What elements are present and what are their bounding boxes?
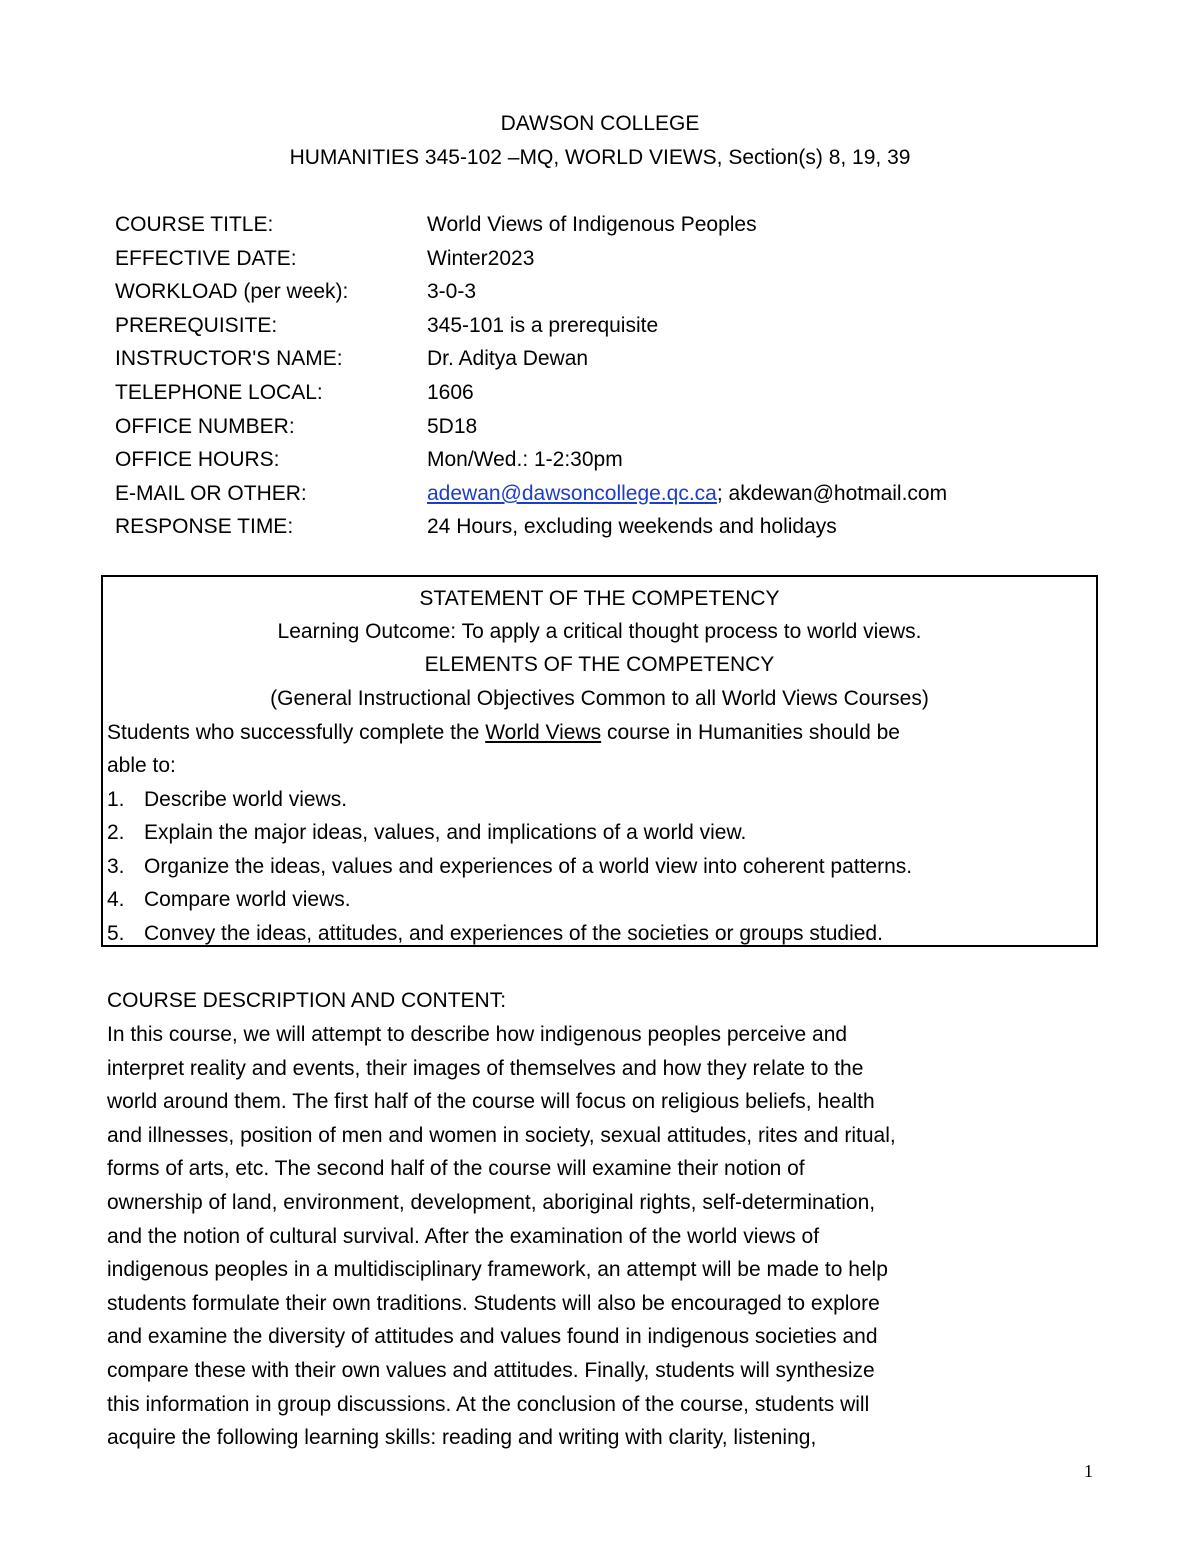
- item-text: Explain the major ideas, values, and implications of a world view.: [144, 821, 747, 844]
- info-label: EFFECTIVE DATE:: [115, 246, 297, 270]
- course-header: HUMANITIES 345-102 –MQ, WORLD VIEWS, Section(s) 8, 19, 39: [289, 146, 911, 169]
- info-label: OFFICE NUMBER:: [115, 414, 295, 438]
- description-line: and the notion of cultural survival. After the examination of the world views of: [107, 1224, 820, 1248]
- info-value: Mon/Wed.: 1-2:30pm: [427, 448, 623, 472]
- info-value: 3-0-3: [427, 280, 477, 304]
- competency-item: [103, 854, 1100, 880]
- elements-subtitle: (General Instructional Objectives Common to all World Views Courses): [270, 687, 929, 710]
- info-row-email: [115, 481, 947, 515]
- info-row-office-number: [115, 414, 947, 448]
- course-info-table: [115, 212, 947, 548]
- info-row-office-hours: [115, 447, 947, 481]
- info-label: TELEPHONE LOCAL:: [115, 380, 323, 404]
- learning-outcome: Learning Outcome: To apply a critical thought process to world views.: [277, 620, 922, 643]
- description-heading: COURSE DESCRIPTION AND CONTENT:: [107, 989, 507, 1012]
- info-value: [427, 481, 947, 515]
- description-line: indigenous peoples in a multidisciplinary framework, an attempt will be made to help: [107, 1258, 888, 1282]
- info-row-workload: [115, 279, 947, 313]
- competency-intro: [103, 720, 1100, 746]
- competency-item: [103, 820, 1100, 846]
- info-label: COURSE TITLE:: [115, 213, 274, 236]
- item-number: 2.: [107, 821, 125, 844]
- competency-item: [103, 921, 1100, 947]
- info-value: 1606: [427, 380, 474, 404]
- info-value: 345-101 is a prerequisite: [427, 313, 659, 337]
- description-line: compare these with their own values and attitudes. Finally, students will synthesize: [107, 1358, 875, 1382]
- college-name: DAWSON COLLEGE: [500, 112, 700, 135]
- description-line: world around them. The first half of the course will focus on religious beliefs, health: [107, 1090, 875, 1114]
- info-value: World Views of Indigenous Peoples: [427, 213, 757, 236]
- description-line: and illnesses, position of men and women in society, sexual attitudes, rites and ritual,: [107, 1123, 896, 1147]
- item-number: 3.: [107, 855, 125, 878]
- intro-text: course in Humanities should be: [601, 721, 900, 744]
- info-label: E-MAIL OR OTHER:: [115, 481, 307, 505]
- competency-item: [103, 787, 1100, 813]
- competency-box: [101, 575, 1098, 947]
- info-label: OFFICE HOURS:: [115, 448, 280, 472]
- info-value: Dr. Aditya Dewan: [427, 347, 589, 371]
- page-number: 1: [1084, 1461, 1093, 1481]
- description-line: and examine the diversity of attitudes and values found in indigenous societies and: [107, 1325, 878, 1349]
- description-line: forms of arts, etc. The second half of the course will examine their notion of: [107, 1157, 805, 1181]
- info-value: 24 Hours, excluding weekends and holidays: [427, 515, 837, 539]
- info-label: WORKLOAD (per week):: [115, 280, 349, 304]
- intro-underlined: World Views: [485, 721, 602, 744]
- competency-item: [103, 887, 1100, 913]
- competency-title: STATEMENT OF THE COMPETENCY: [419, 587, 780, 610]
- email-alt: ; akdewan@hotmail.com: [716, 481, 948, 505]
- description-body: [107, 1022, 1097, 1459]
- elements-title: ELEMENTS OF THE COMPETENCY: [424, 653, 775, 676]
- description-line: interpret reality and events, their images of themselves and how they relate to the: [107, 1056, 864, 1080]
- intro-text: Students who successfully complete the: [107, 721, 486, 744]
- email-link[interactable]: adewan@dawsoncollege.qc.ca: [427, 481, 717, 505]
- item-text: Convey the ideas, attitudes, and experiences of the societies or groups studied.: [144, 922, 883, 945]
- info-row-instructor: [115, 346, 947, 380]
- info-value: 5D18: [427, 414, 478, 438]
- item-text: Describe world views.: [144, 788, 348, 811]
- item-number: 4.: [107, 888, 125, 911]
- info-row-course-title: [115, 212, 947, 246]
- description-line: acquire the following learning skills: reading and writing with clarity, listening,: [107, 1426, 817, 1450]
- description-line: this information in group discussions. At the conclusion of the course, students will: [107, 1392, 870, 1416]
- description-line: In this course, we will attempt to describe how indigenous peoples perceive and: [107, 1023, 848, 1046]
- description-line: ownership of land, environment, development, aboriginal rights, self-determination,: [107, 1190, 876, 1214]
- competency-intro-2: able to:: [107, 754, 176, 777]
- description-line: students formulate their own traditions. Students will also be encouraged to explore: [107, 1291, 880, 1315]
- info-row-effective-date: [115, 246, 947, 280]
- item-text: Organize the ideas, values and experiences of a world view into coherent patterns.: [144, 855, 913, 878]
- info-label: RESPONSE TIME:: [115, 515, 294, 539]
- item-text: Compare world views.: [144, 888, 351, 911]
- info-label: PREREQUISITE:: [115, 313, 278, 337]
- info-row-response-time: [115, 514, 947, 548]
- item-number: 1.: [107, 788, 125, 811]
- info-label: INSTRUCTOR'S NAME:: [115, 347, 343, 371]
- info-value: Winter2023: [427, 246, 535, 270]
- info-row-telephone: [115, 380, 947, 414]
- item-number: 5.: [107, 922, 125, 945]
- info-row-prerequisite: [115, 313, 947, 347]
